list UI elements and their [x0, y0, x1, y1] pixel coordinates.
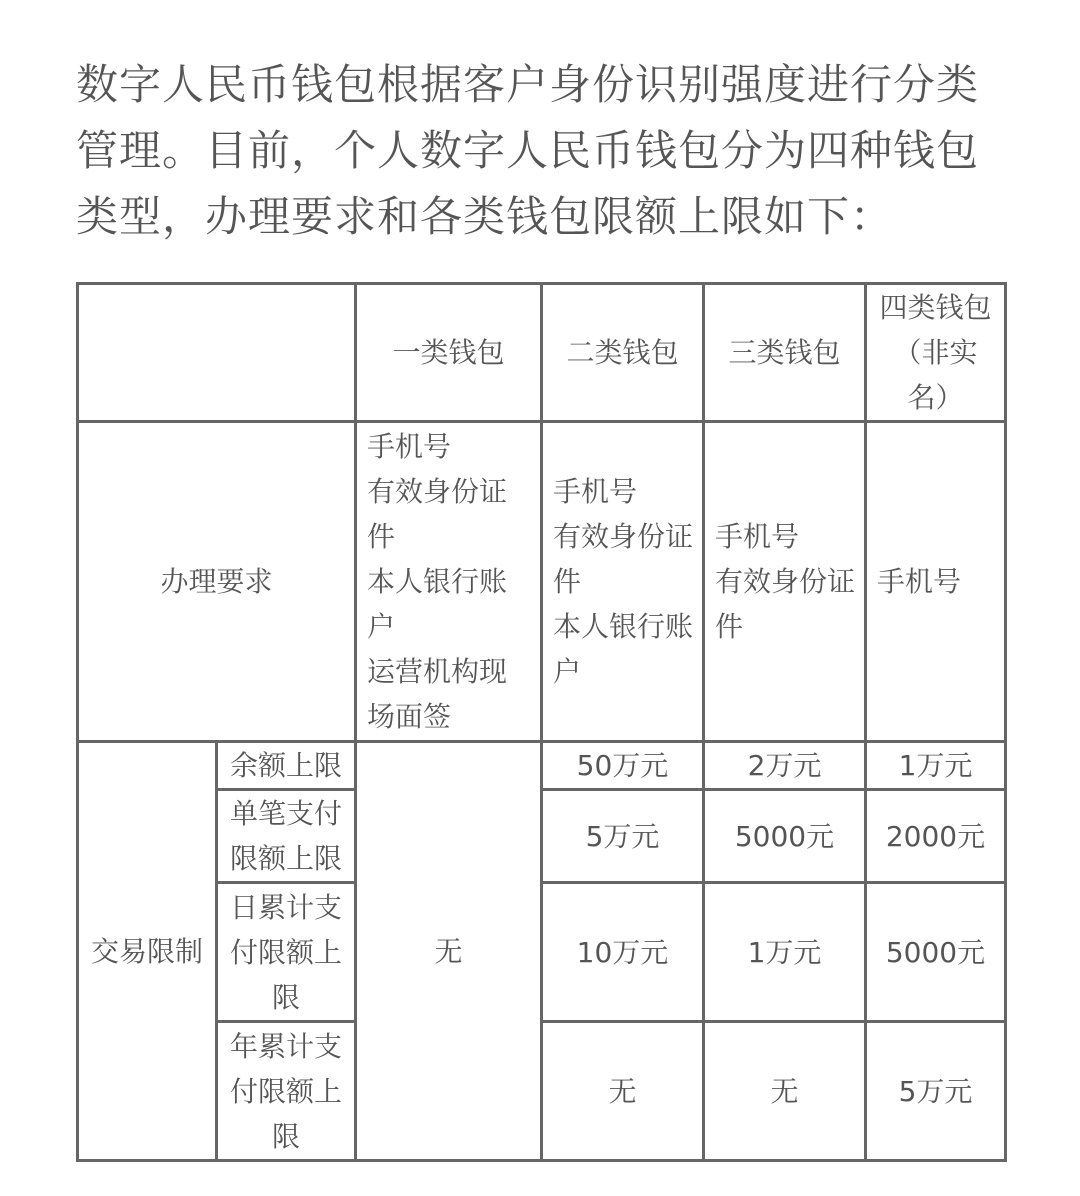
limits-class1-value: 无 — [356, 742, 542, 1161]
limit-cell-class3: 无 — [704, 1022, 866, 1161]
requirements-class2 — [542, 422, 704, 742]
requirements-label: 办理要求 — [78, 422, 356, 742]
limit-row-label — [217, 742, 356, 790]
requirement-item: 运营机构现 — [367, 655, 508, 688]
requirement-item: 手机号 — [715, 520, 800, 553]
limit-cell-class2: 5万元 — [542, 790, 704, 883]
limit-cell-class4: 5万元 — [866, 1022, 1006, 1161]
limit-label-line: 限额上限 — [229, 842, 342, 875]
requirement-item: 手机号 — [367, 430, 452, 463]
limit-row-label — [217, 1022, 356, 1161]
requirement-item: 有效身份证 — [553, 520, 694, 553]
limit-row — [78, 1022, 1006, 1161]
header-class1: 一类钱包 — [356, 284, 542, 422]
requirements-class4 — [866, 422, 1006, 742]
limit-label-line: 付限额上 — [229, 935, 342, 969]
requirement-item: 本人银行账 — [553, 610, 694, 643]
requirement-item: 户 — [367, 610, 396, 643]
limit-label-line: 年累计支 — [229, 1029, 342, 1063]
limit-row-label — [217, 883, 356, 1022]
header-class4-line: 四类钱包 — [879, 291, 992, 324]
requirement-item: 有效身份证 — [715, 565, 856, 598]
requirements-class1 — [356, 422, 542, 742]
limits-group-label: 交易限制 — [78, 742, 217, 1161]
header-class4-line: （非实 — [893, 336, 978, 369]
requirement-item: 本人银行账 — [367, 565, 508, 598]
requirement-item: 手机号 — [877, 565, 962, 598]
requirements-row — [78, 422, 1006, 742]
limit-cell-class3: 5000元 — [704, 790, 866, 883]
limit-label-line: 限 — [271, 1119, 300, 1153]
limit-cell-class4: 5000元 — [866, 883, 1006, 1022]
header-class3: 三类钱包 — [704, 284, 866, 422]
requirement-item: 件 — [367, 520, 396, 553]
limit-cell-class4: 2000元 — [866, 790, 1006, 883]
header-class4-line: 名） — [907, 381, 964, 414]
limit-cell-class3: 1万元 — [704, 883, 866, 1022]
wallet-limits-table — [76, 282, 1007, 1162]
header-class2: 二类钱包 — [542, 284, 704, 422]
requirement-item: 件 — [553, 565, 582, 598]
limit-cell-class2: 10万元 — [542, 883, 704, 1022]
limit-label-line: 余额上限 — [229, 749, 342, 782]
requirement-item: 件 — [715, 610, 744, 643]
table-header-row — [78, 284, 1006, 422]
requirement-item: 场面签 — [367, 700, 452, 733]
limit-label-line: 限 — [271, 980, 300, 1014]
requirement-item: 有效身份证 — [367, 475, 508, 508]
limit-row-label — [217, 790, 356, 883]
header-corner-cell — [78, 284, 356, 422]
limit-cell-class4: 1万元 — [866, 742, 1006, 790]
requirements-class3 — [704, 422, 866, 742]
limit-cell-class2: 无 — [542, 1022, 704, 1161]
requirement-item: 手机号 — [553, 475, 638, 508]
limit-label-line: 日累计支 — [229, 890, 342, 924]
requirement-item: 户 — [553, 655, 582, 688]
limit-cell-class3: 2万元 — [704, 742, 866, 790]
limit-row — [78, 742, 1006, 790]
limit-cell-class2: 50万元 — [542, 742, 704, 790]
intro-paragraph: 数字人民币钱包根据客户身份识别强度进行分类管理。目前，个人数字人民币钱包分为四种钱包类型，办理要求和各类钱包限额上限如下： — [76, 60, 980, 241]
header-class4 — [866, 284, 1006, 422]
limit-row — [78, 883, 1006, 1022]
limit-label-line: 单笔支付 — [229, 797, 342, 830]
limit-label-line: 付限额上 — [229, 1074, 342, 1108]
limit-row — [78, 790, 1006, 883]
